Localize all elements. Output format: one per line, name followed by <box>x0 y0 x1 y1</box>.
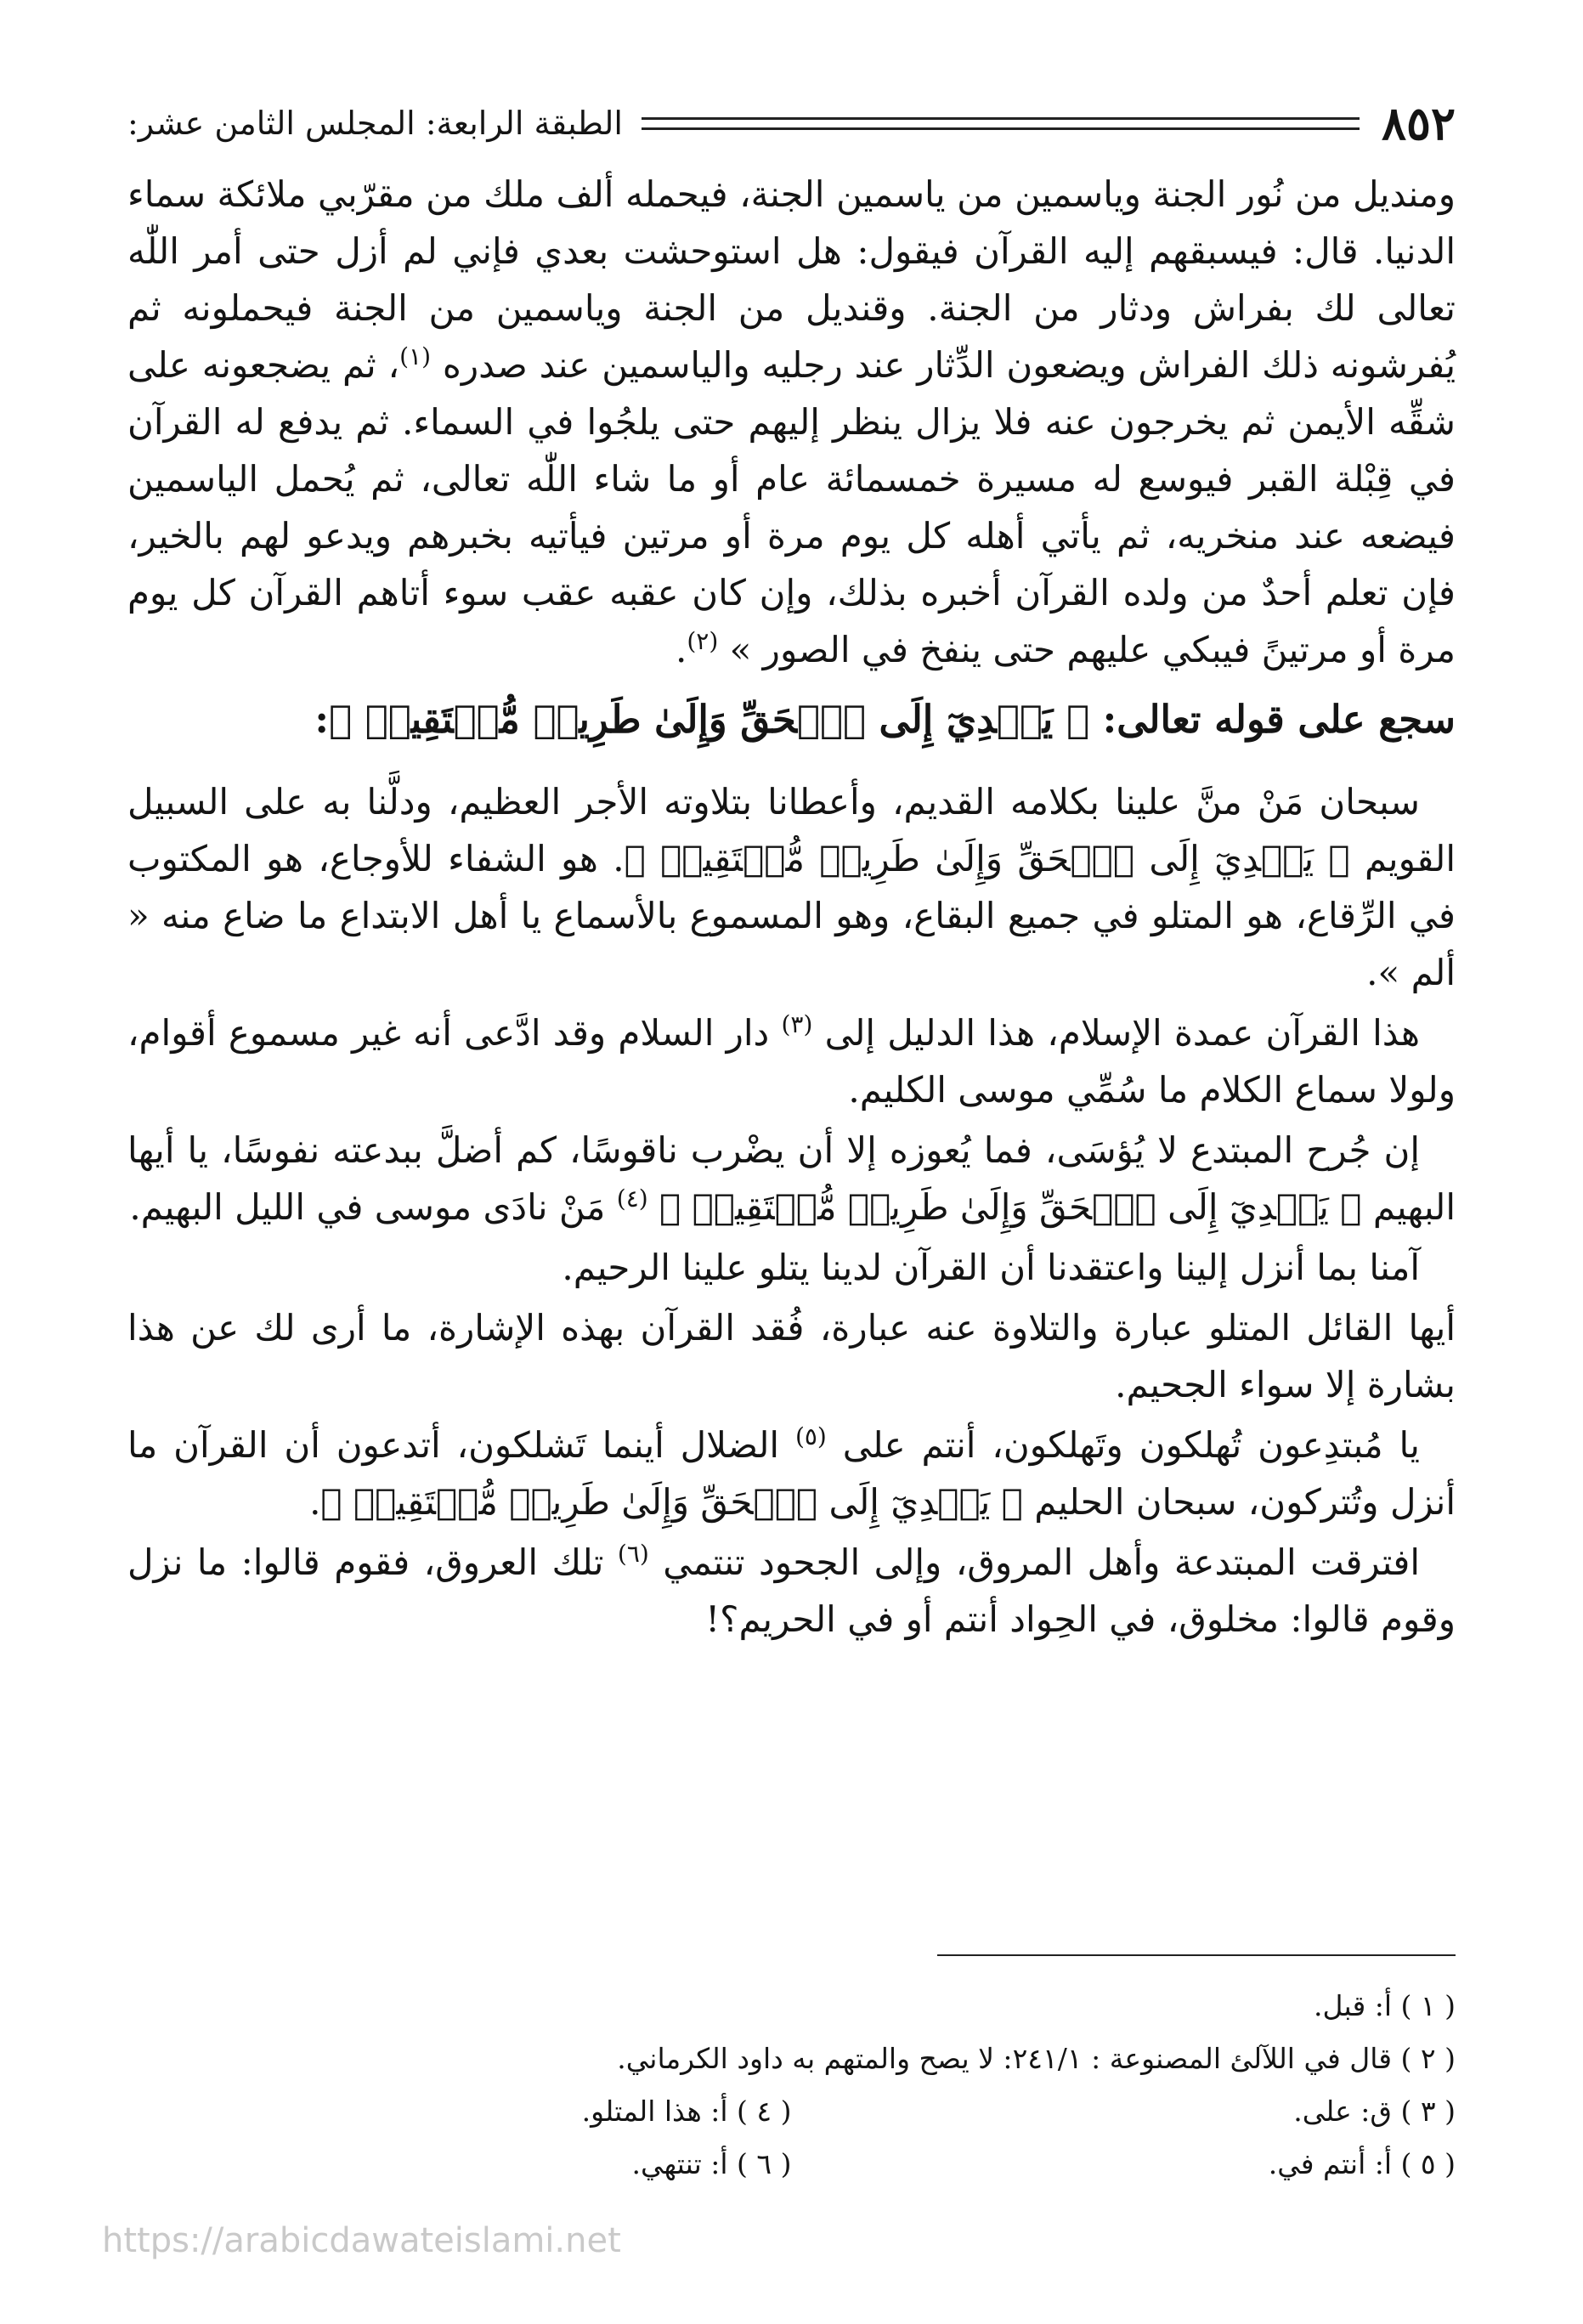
paragraph-3 <box>127 1004 1456 1118</box>
footnote-marker-6: (٦) <box>617 1540 649 1568</box>
paragraph-4 <box>127 1122 1456 1236</box>
section-heading-prefix: سجع على قوله تعالى: <box>1102 697 1456 742</box>
footnote-marker-3: (٣) <box>781 1010 813 1038</box>
paragraph-1-text-c: . <box>675 629 687 670</box>
paragraph-2-verse: ﴿ يَهۡدِيٓ إِلَى ٱلۡحَقِّ وَإِلَىٰ طَرِيقٖ مُّسۡتَقِيمٖ ﴾ <box>624 838 1350 879</box>
footnote-line <box>127 2138 1456 2191</box>
paragraph-8-text-a: افترقت المبتدعة وأهل المروق، وإلى الجحود تنتمي <box>663 1541 1420 1583</box>
paragraph-1 <box>127 166 1456 678</box>
paragraph-5: آمنا بما أنزل إلينا واعتقدنا أن القرآن لدينا يتلو علينا الرحيم. <box>562 1247 1420 1288</box>
paragraph-7-text-b: الضلال أينما تَشلكون، أتدعون أن القرآن ما أنزل وتُتركون، سبحان الحليم <box>127 1424 1456 1523</box>
footnote-4: ( ٤ ) أ: هذا المتلو. <box>581 2095 792 2128</box>
footnote-separator <box>937 1954 1456 1956</box>
paragraph-7-text-c: . <box>309 1481 321 1523</box>
paragraph-7-verse: ﴿ يَهۡدِيٓ إِلَى ٱلۡحَقِّ وَإِلَىٰ طَرِيقٖ مُّسۡتَقِيمٖ ﴾ <box>320 1481 1023 1523</box>
source-watermark: https://arabicdawateislami.net <box>102 2221 621 2260</box>
footnote-line <box>127 2033 1456 2085</box>
paragraph-2 <box>127 773 1456 1001</box>
paragraph-8-text-b: تلك العروق، فقوم قالوا: ما نزل وقوم قالوا: مخلوق، في الحِواد أنتم أو في الحريم؟! <box>127 1541 1456 1640</box>
paragraph-2-text-b: . هو الشفاء للأوجاع، هو المكتوب في الرِّقاع، هو المتلو في جميع البقاع، وهو المسموع بالأسماع يا أهل الابتداع ما ضاع منه « ألم ». <box>127 838 1456 993</box>
footnote-5: ( ٥ ) أ: أنتم في. <box>1268 2147 1456 2180</box>
footnotes <box>127 1980 1456 2191</box>
footnote-marker-1: (١) <box>399 342 431 370</box>
paragraph-2-text-a: سبحان مَنْ منَّ علينا بكلامه القديم، وأعطانا بتلاوته الأجر العظيم، ودلَّنا به على السبيل القويم <box>127 781 1456 879</box>
footnote-marker-2: (٢) <box>687 627 719 655</box>
footnote-6: ( ٦ ) أ: تنتهي. <box>631 2147 792 2180</box>
section-heading <box>127 690 1456 749</box>
paragraph-1-text-b: ، ثم يضجعونه على شقِّه الأيمن ثم يخرجون عنه فلا يزال ينظر إليهم حتى يلجُوا في السماء. ثم يدفع له القرآن في قِبْلة القبر فيوسع له مسيرة خمسمائة عام أو ما شاء اللّٰه تعالى، ثم يُحمل الياسمين فيضعه عند منخريه، ثم يأتي أهله كل يوم مرة أو مرتين فيأتيه بخبرهم ويدعو لهم بالخير، فإن تعلم أحدٌ من ولده القرآن أخبره بذلك، وإن كان عقبه عقب سوء أتاهم القرآن كل يوم مرة أو مرتينً فيبكي عليهم حتى ينفخ في الصور » <box>127 344 1456 670</box>
main-text <box>127 166 1456 1651</box>
paragraph-3-text-b: دار السلام وقد ادَّعى أنه غير مسموع أقوام، ولولا سماع الكلام ما سُمِّي موسى الكليم. <box>127 1012 1456 1111</box>
section-heading-verse: ﴿ يَهۡدِيٓ إِلَى ٱلۡحَقِّ وَإِلَىٰ طَرِيقٖ مُّسۡتَقِيمٖ ﴾: <box>314 697 1089 742</box>
paragraph-1-text-a: ومنديل من نُور الجنة وياسمين من ياسمين الجنة، فيحمله ألف ملك من مقرّبي ملائكة سماء الدنيا. قال: فيسبقهم إليه القرآن فيقول: هل استوحشت بعدي فإني لم أزل حتى أمر اللّٰه تعالى لك بفراش ودثار من الجنة. وقنديل من الجنة وياسمين من الجنة فيحملونه ثم يُفرشونه ذلك الفراش ويضعون الدِّثار عند رجليه والياسمين عند صدره <box>127 173 1456 386</box>
running-title: الطبقة الرابعة: المجلس الثامن عشر: <box>127 105 623 142</box>
header-double-rule <box>642 117 1360 130</box>
paragraph-7-text-a: يا مُبتدِعون تُهلكون وتَهلكون، أنتم على <box>842 1424 1420 1466</box>
paragraph-4-text-b: مَنْ نادَى موسى في الليل البهيم. <box>129 1186 606 1228</box>
footnote-marker-5: (٥) <box>794 1422 827 1450</box>
page-number: ٨٥٢ <box>1381 96 1456 150</box>
paragraph-6: أيها القائل المتلو عبارة والتلاوة عنه عبارة، فُقد القرآن بهذه الإشارة، ما أرى لك عن هذا بشارة إلا سواء الجحيم. <box>127 1307 1456 1405</box>
footnote-line <box>127 1980 1456 2033</box>
paragraph-4-text-a: إن جُرح المبتدع لا يُؤسَى، فما يُعوزه إلا أن يضْرب ناقوسًا، كم أضلَّ ببدعته نفوسًا، يا أيها البهيم <box>127 1129 1456 1228</box>
running-header <box>127 93 1456 153</box>
footnote-2: ( ٢ ) قال في اللآلئ المصنوعة : ٢٤١/١: لا يصح والمتهم به داود الكرماني. <box>617 2042 1456 2075</box>
footnote-1: ( ١ ) أ: قبل. <box>1314 1989 1456 2022</box>
footnote-3: ( ٣ ) ق: على. <box>1293 2095 1456 2128</box>
paragraph-8 <box>127 1534 1456 1648</box>
footnote-line <box>127 2085 1456 2138</box>
paragraph-7 <box>127 1416 1456 1530</box>
paragraph-4-verse: ﴿ يَهۡدِيٓ إِلَى ٱلۡحَقِّ وَإِلَىٰ طَرِيقٖ مُّسۡتَقِيمٖ ﴾ <box>659 1186 1362 1228</box>
paragraph-3-text-a: هذا القرآن عمدة الإسلام، هذا الدليل إلى <box>824 1012 1420 1054</box>
footnote-marker-4: (٤) <box>616 1185 648 1213</box>
